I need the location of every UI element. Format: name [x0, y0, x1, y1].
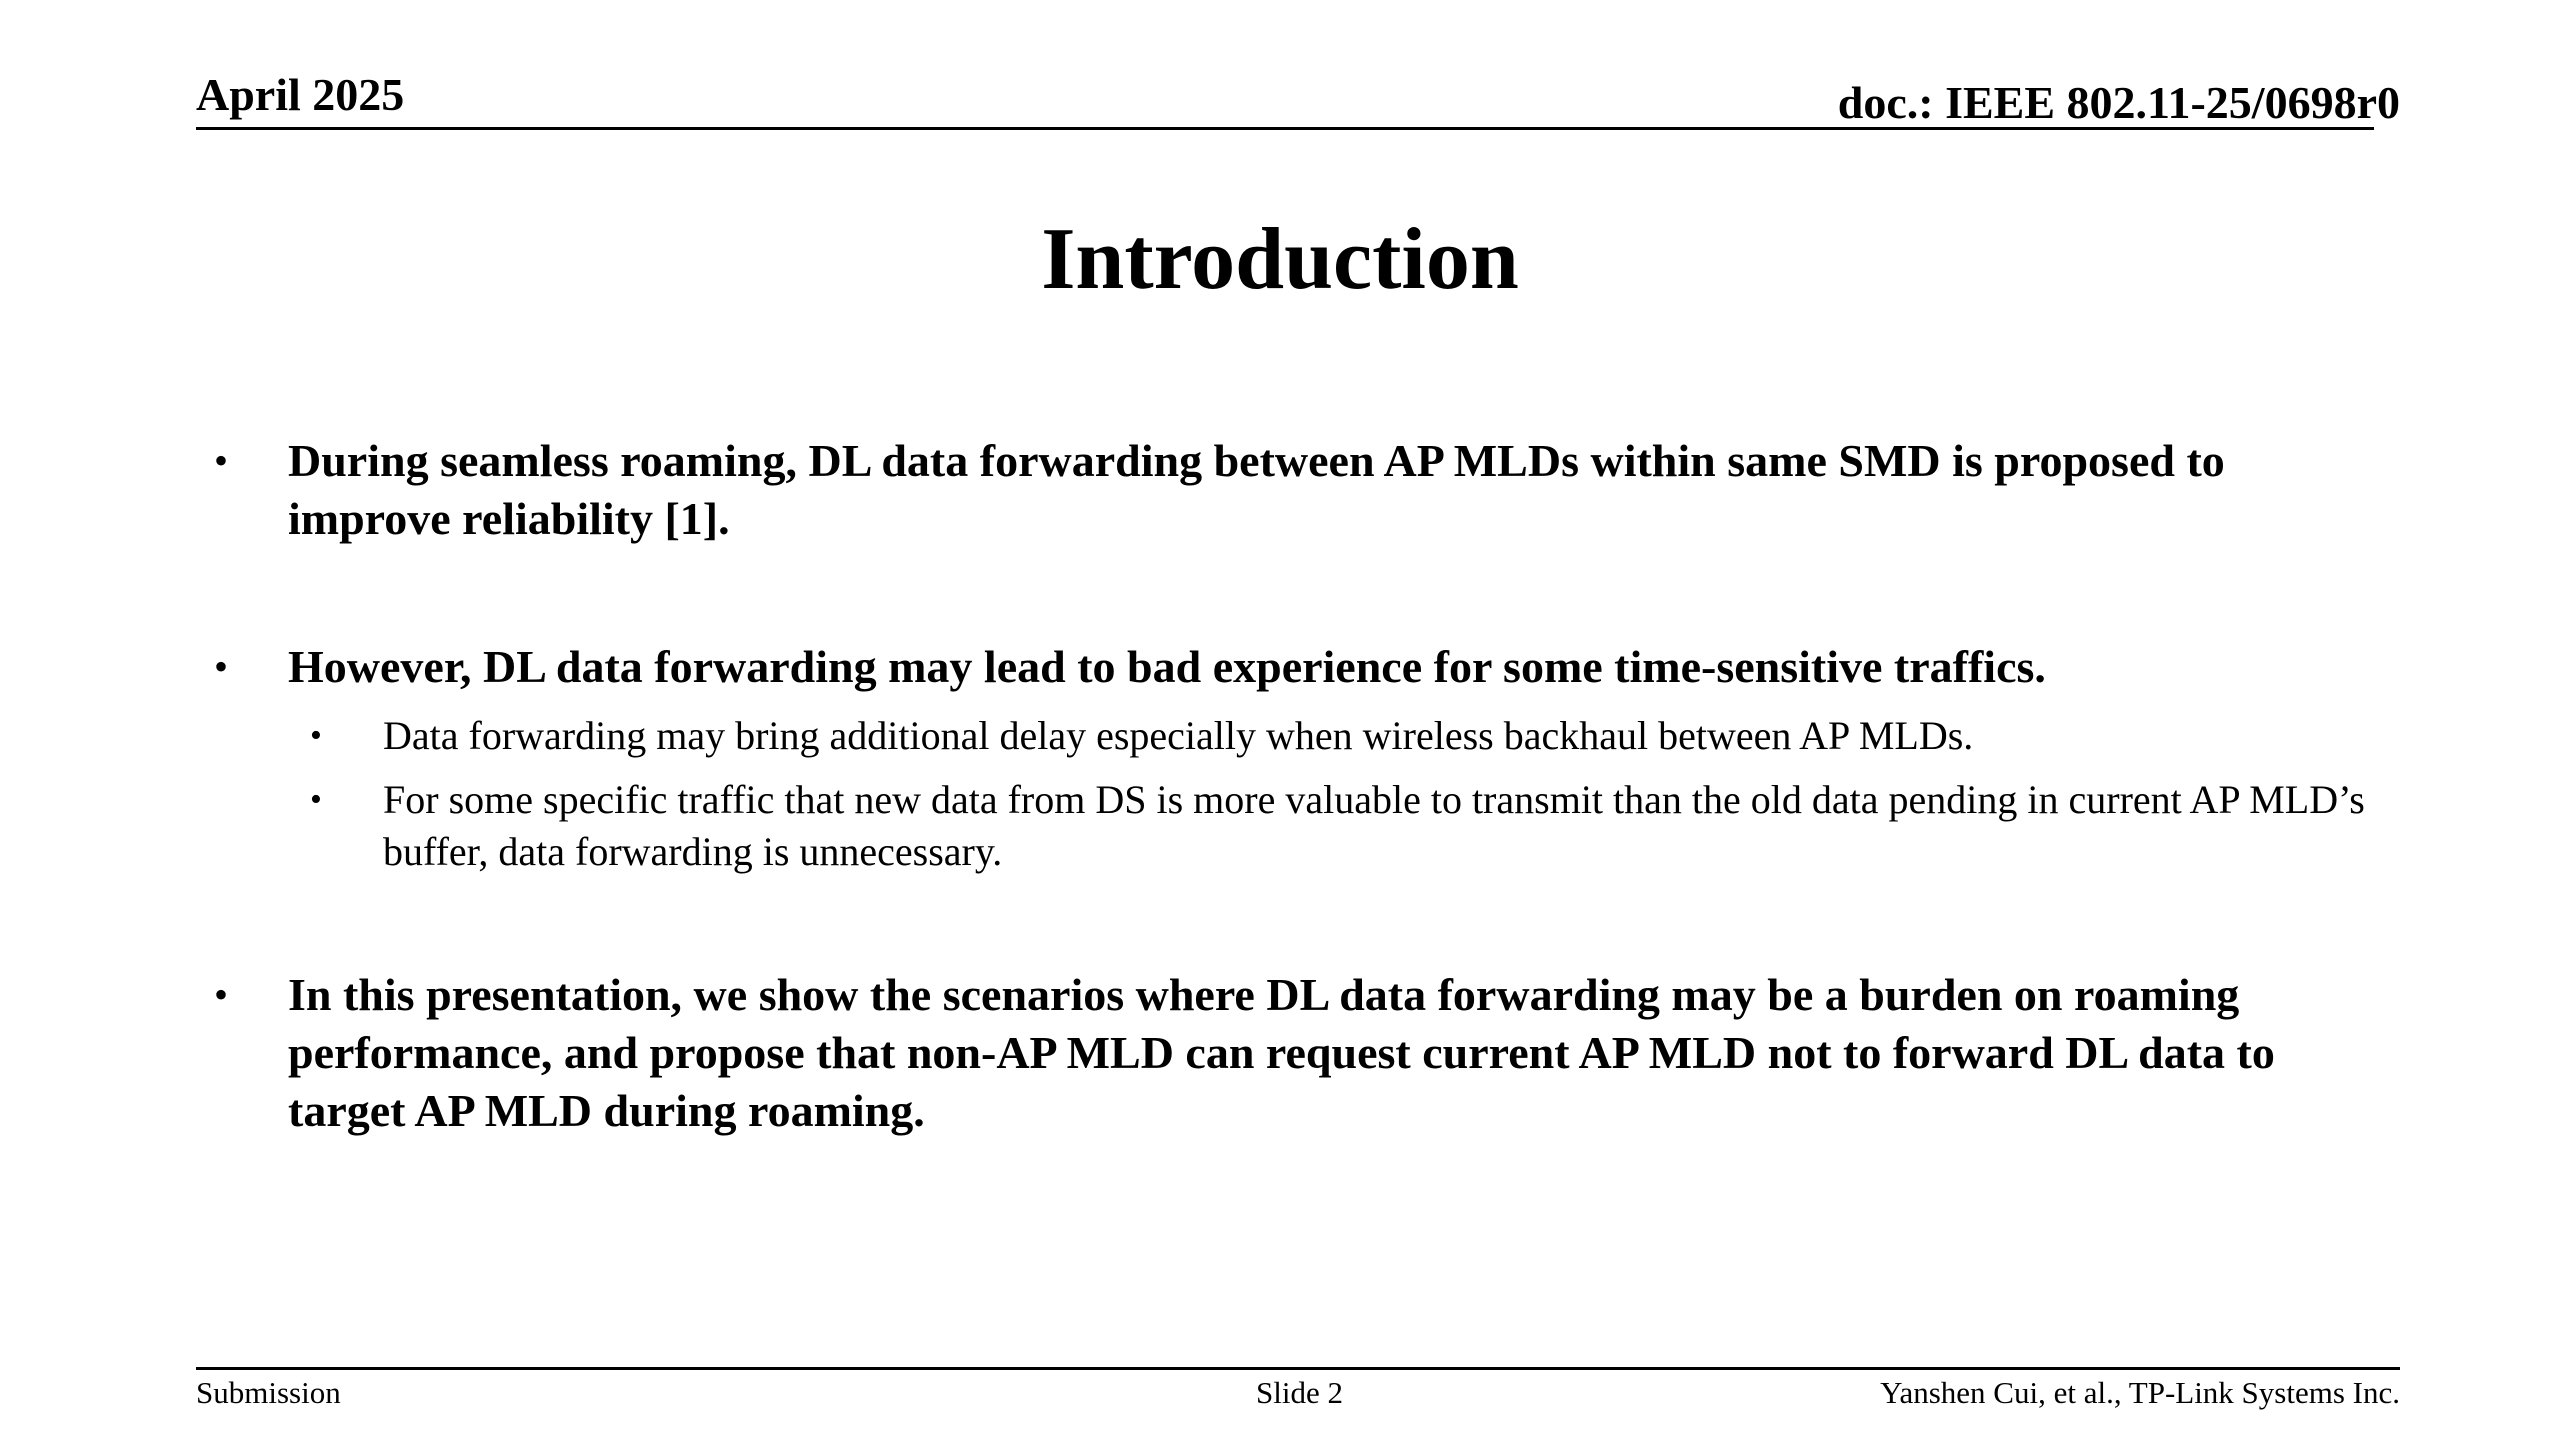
bullet-dot-icon: • — [310, 781, 322, 818]
bullet-1-text: During seamless roaming, DL data forwarding between AP MLDs within same SMD is proposed to improve reliability [1]. — [288, 435, 2225, 544]
header-divider — [196, 127, 2374, 130]
header-doc-id: doc.: IEEE 802.11-25/0698r0 — [1837, 77, 2400, 128]
bullet-dot-icon: • — [310, 717, 322, 754]
footer-submission: Submission — [196, 1375, 341, 1410]
bullet-dot-icon: • — [214, 438, 229, 483]
bullet-dot-icon: • — [214, 972, 229, 1017]
footer-divider — [196, 1367, 2400, 1370]
footer-slide-number: Slide 2 — [1256, 1375, 1343, 1410]
footer-authors: Yanshen Cui, et al., TP-Link Systems Inc. — [1880, 1375, 2400, 1410]
bullet-3-text: In this presentation, we show the scenarios where DL data forwarding may be a burden on roaming performance, and propose that non-AP MLD can request current AP MLD not to forward DL data to target AP MLD during roaming. — [288, 969, 2275, 1136]
sub-bullet-2-2-text: For some specific traffic that new data from DS is more valuable to transmit than the old data pending in current AP MLD’s buffer, data forwarding is unnecessary. — [383, 777, 2365, 874]
slide-title: Introduction — [1041, 211, 1519, 308]
sub-bullet-2-1-text: Data forwarding may bring additional delay especially when wireless backhaul between AP MLDs. — [383, 713, 1974, 758]
bullet-dot-icon: • — [214, 644, 229, 689]
header-date: April 2025 — [196, 69, 405, 120]
bullet-2-text: However, DL data forwarding may lead to bad experience for some time-sensitive traffics. — [288, 641, 2046, 692]
